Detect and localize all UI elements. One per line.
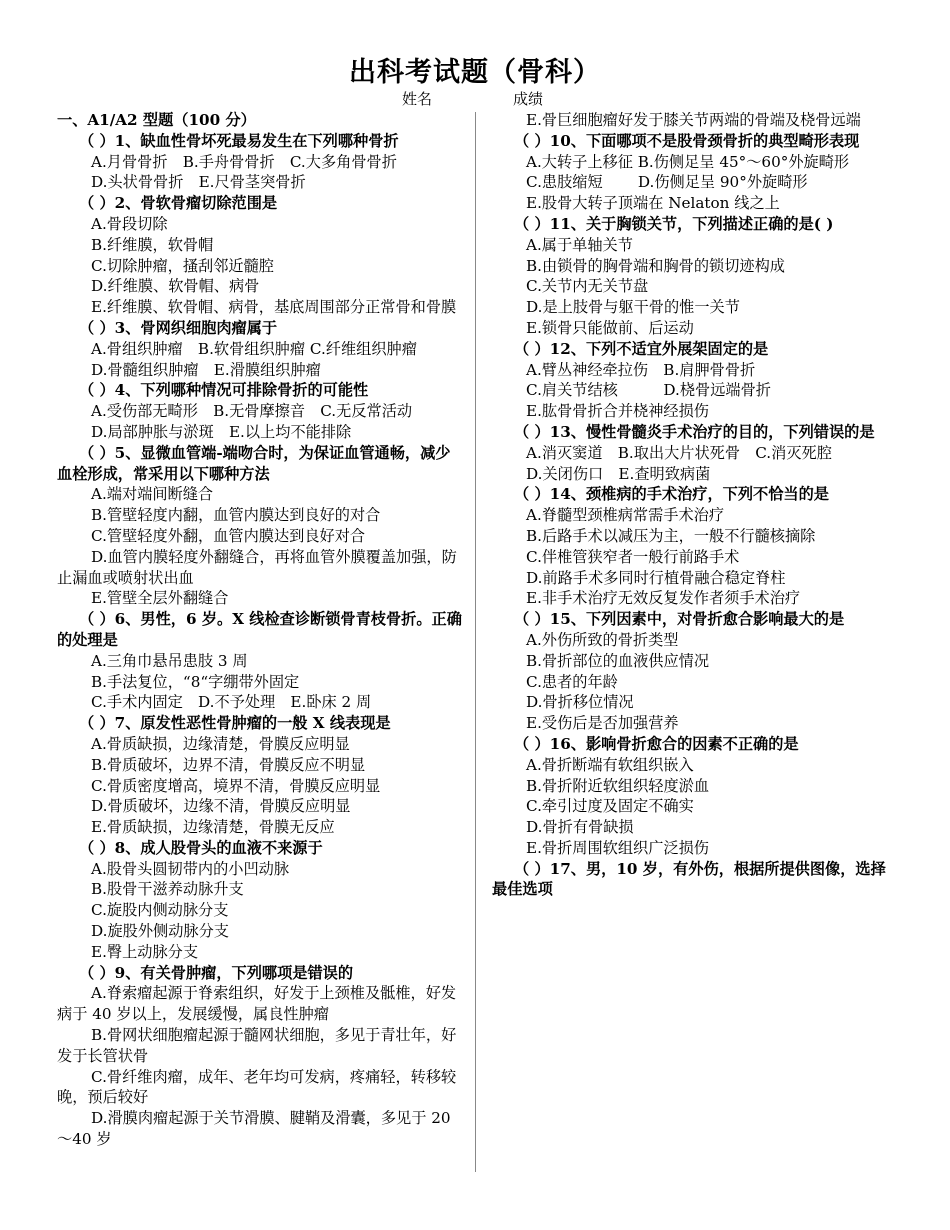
question-text: （ ）15、下列因素中，对骨折愈合影响最大的是 <box>514 610 845 629</box>
answer-option: E.骨质缺损，边缘清楚，骨膜无反应 <box>91 818 335 837</box>
answer-option: D.纤维膜、软骨帽、病骨 <box>91 277 260 296</box>
answer-option: D.骨髓组织肿瘤 E.滑膜组织肿瘤 <box>91 360 321 379</box>
answer-option: E.受伤后是否加强营养 <box>526 714 679 733</box>
answer-option: D.滑膜肉瘤起源于关节滑膜、腱鞘及滑囊，多见于 20～40 岁 <box>57 1109 451 1149</box>
answer-option: C.伴椎管狭窄者一般行前路手术 <box>526 547 740 566</box>
answer-option: E.肱骨骨折合并桡神经损伤 <box>526 402 709 421</box>
answer-option: C.手术内固定 D.不予处理 E.卧床 2 周 <box>91 693 372 712</box>
answer-option: B.骨质破坏，边界不清，骨膜反应不明显 <box>91 755 366 774</box>
answer-option: B.由锁骨的胸骨端和胸骨的锁切迹构成 <box>526 256 785 275</box>
answer-option: C.肩关节结核 D.桡骨远端骨折 <box>526 381 771 400</box>
question-text: （ ）17、男，10 岁，有外伤，根据所提供图像，选择最佳选项 <box>492 859 886 899</box>
question-text: （ ）6、男性，6 岁。X 线检查诊断锁骨青枝骨折。正确的处理是 <box>57 610 462 649</box>
answer-option: C.患者的年龄 <box>526 672 618 691</box>
answer-option: E.管壁全层外翻缝合 <box>91 589 229 608</box>
answer-option: C.切除肿瘤，搔刮邻近髓腔 <box>91 256 274 275</box>
question-text: （ ）13、慢性骨髓炎手术治疗的目的，下列错误的是 <box>514 422 875 441</box>
answer-option: A.臂丛神经牵拉伤 B.肩胛骨骨折 <box>526 360 756 379</box>
score-label: 成绩 <box>513 90 544 108</box>
answer-option: B.后路手术以减压为主，一般不行髓核摘除 <box>526 526 816 545</box>
answer-option: D.是上肢骨与躯干骨的惟一关节 <box>526 298 740 317</box>
left-column <box>57 110 464 1150</box>
answer-option: E.骨折周围软组织广泛损伤 <box>526 838 709 857</box>
answer-option: C.管壁轻度外翻，血管内膜达到良好对合 <box>91 526 366 545</box>
answer-option: A.属于单轴关节 <box>526 235 633 254</box>
question-text: （ ）4、下列哪种情况可排除骨折的可能性 <box>79 381 369 400</box>
answer-option: E.股骨大转子顶端在 Nelaton 线之上 <box>526 194 780 213</box>
answer-option: A.消灭窦道 B.取出大片状死骨 C.消灭死腔 <box>526 443 832 462</box>
question-text: （ ）8、成人股骨头的血液不来源于 <box>79 838 323 857</box>
answer-option: A.骨折断端有软组织嵌入 <box>526 755 694 774</box>
question-text: （ ）12、下列不适宜外展架固定的是 <box>514 339 769 358</box>
question-text: （ ）7、原发性恶性骨肿瘤的一般 X 线表现是 <box>79 714 391 733</box>
answer-option: A.股骨头圆韧带内的小凹动脉 <box>91 859 290 878</box>
name-label: 姓名 <box>402 90 433 108</box>
answer-option: D.前路手术多同时行植骨融合稳定脊柱 <box>526 568 786 587</box>
answer-option: D.骨质破坏，边缘不清，骨膜反应明显 <box>91 797 351 816</box>
answer-option: D.局部肿胀与淤斑 E.以上均不能排除 <box>91 422 352 441</box>
answer-option: D.血管内膜轻度外翻缝合，再将血管外膜覆盖加强，防止漏血或喷射状出血 <box>57 547 457 587</box>
answer-option: C.牵引过度及固定不确实 <box>526 797 694 816</box>
answer-option: A.外伤所致的骨折类型 <box>526 630 679 649</box>
question-text: （ ）2、骨软骨瘤切除范围是 <box>79 194 278 213</box>
answer-option: B.骨折附近软组织轻度淤血 <box>526 776 710 795</box>
answer-option: E.臀上动脉分支 <box>91 942 199 961</box>
answer-option: A.骨段切除 <box>91 214 168 233</box>
answer-option: A.大转子上移征 B.伤侧足呈 45°～60°外旋畸形 <box>526 152 850 171</box>
answer-option: E.纤维膜、软骨帽、病骨，基底周围部分正常骨和骨膜 <box>91 298 457 317</box>
question-text: （ ）5、显微血管端-端吻合时，为保证血管通畅，减少血栓形成，常采用以下哪种方法 <box>57 443 451 483</box>
question-text: （ ）3、骨网织细胞肉瘤属于 <box>79 318 278 337</box>
answer-option: D.骨折有骨缺损 <box>526 818 634 837</box>
answer-option: C.关节内无关节盘 <box>526 277 649 296</box>
answer-option: A.受伤部无畸形 B.无骨摩擦音 C.无反常活动 <box>91 402 413 421</box>
answer-option: A.月骨骨折 B.手舟骨骨折 C.大多角骨骨折 <box>91 152 397 171</box>
answer-option: C.旋股内侧动脉分支 <box>91 901 229 920</box>
answer-option: E.骨巨细胞瘤好发于膝关节两端的骨端及桡骨远端 <box>526 111 861 129</box>
answer-option: C.骨质密度增高，境界不清，骨膜反应明显 <box>91 776 381 795</box>
section-heading: 一、A1/A2 型题（100 分） <box>57 111 256 129</box>
question-text: （ ）9、有关骨肿瘤，下列哪项是错误的 <box>79 963 354 982</box>
answer-option: E.锁骨只能做前、后运动 <box>526 318 694 337</box>
right-column <box>492 110 892 900</box>
answer-option: B.骨网状细胞瘤起源于髓网状细胞，多见于青壮年，好发于长管状骨 <box>57 1026 457 1065</box>
answer-option: D.旋股外侧动脉分支 <box>91 922 229 941</box>
answer-option: A.骨组织肿瘤 B.软骨组织肿瘤 C.纤维组织肿瘤 <box>91 339 417 358</box>
answer-option: A.骨质缺损，边缘清楚，骨膜反应明显 <box>91 734 350 753</box>
answer-option: D.头状骨骨折 E.尺骨茎突骨折 <box>91 173 306 192</box>
page-title: 出科考试题（骨科） <box>349 57 601 88</box>
answer-option: A.脊索瘤起源于脊索组织，好发于上颈椎及骶椎，好发病于 40 岁以上，发展缓慢，属良性肿瘤 <box>57 984 457 1024</box>
answer-option: D.关闭伤口 E.查明致病菌 <box>526 464 711 483</box>
question-text: （ ）10、下面哪项不是股骨颈骨折的典型畸形表现 <box>514 131 860 150</box>
question-text: （ ）1、缺血性骨坏死最易发生在下列哪种骨折 <box>79 131 399 150</box>
answer-option: A.三角巾悬吊患肢 3 周 <box>91 651 248 670</box>
answer-option: E.非手术治疗无效反复发作者须手术治疗 <box>526 589 801 608</box>
answer-option: B.手法复位，“8“字绷带外固定 <box>91 672 300 691</box>
answer-option: B.纤维膜，软骨帽 <box>91 235 214 254</box>
answer-option: C.患肢缩短 D.伤侧足呈 90°外旋畸形 <box>526 173 808 192</box>
question-text: （ ）16、影响骨折愈合的因素不正确的是 <box>514 734 799 753</box>
answer-option: B.股骨干滋养动脉升支 <box>91 880 244 899</box>
answer-option: D.骨折移位情况 <box>526 693 634 712</box>
question-text: （ ）14、颈椎病的手术治疗，下列不恰当的是 <box>514 485 829 504</box>
question-text: （ ）11、关于胸锁关节，下列描述正确的是( ) <box>514 214 834 233</box>
column-divider <box>475 112 476 1172</box>
answer-option: C.骨纤维肉瘤，成年、老年均可发病，疼痛轻，转移较晚，预后较好 <box>57 1067 457 1107</box>
answer-option: B.骨折部位的血液供应情况 <box>526 651 710 670</box>
answer-option: A.端对端间断缝合 <box>91 485 214 504</box>
answer-option: A.脊髓型颈椎病常需手术治疗 <box>526 506 725 525</box>
answer-option: B.管壁轻度内翻，血管内膜达到良好的对合 <box>91 506 381 525</box>
